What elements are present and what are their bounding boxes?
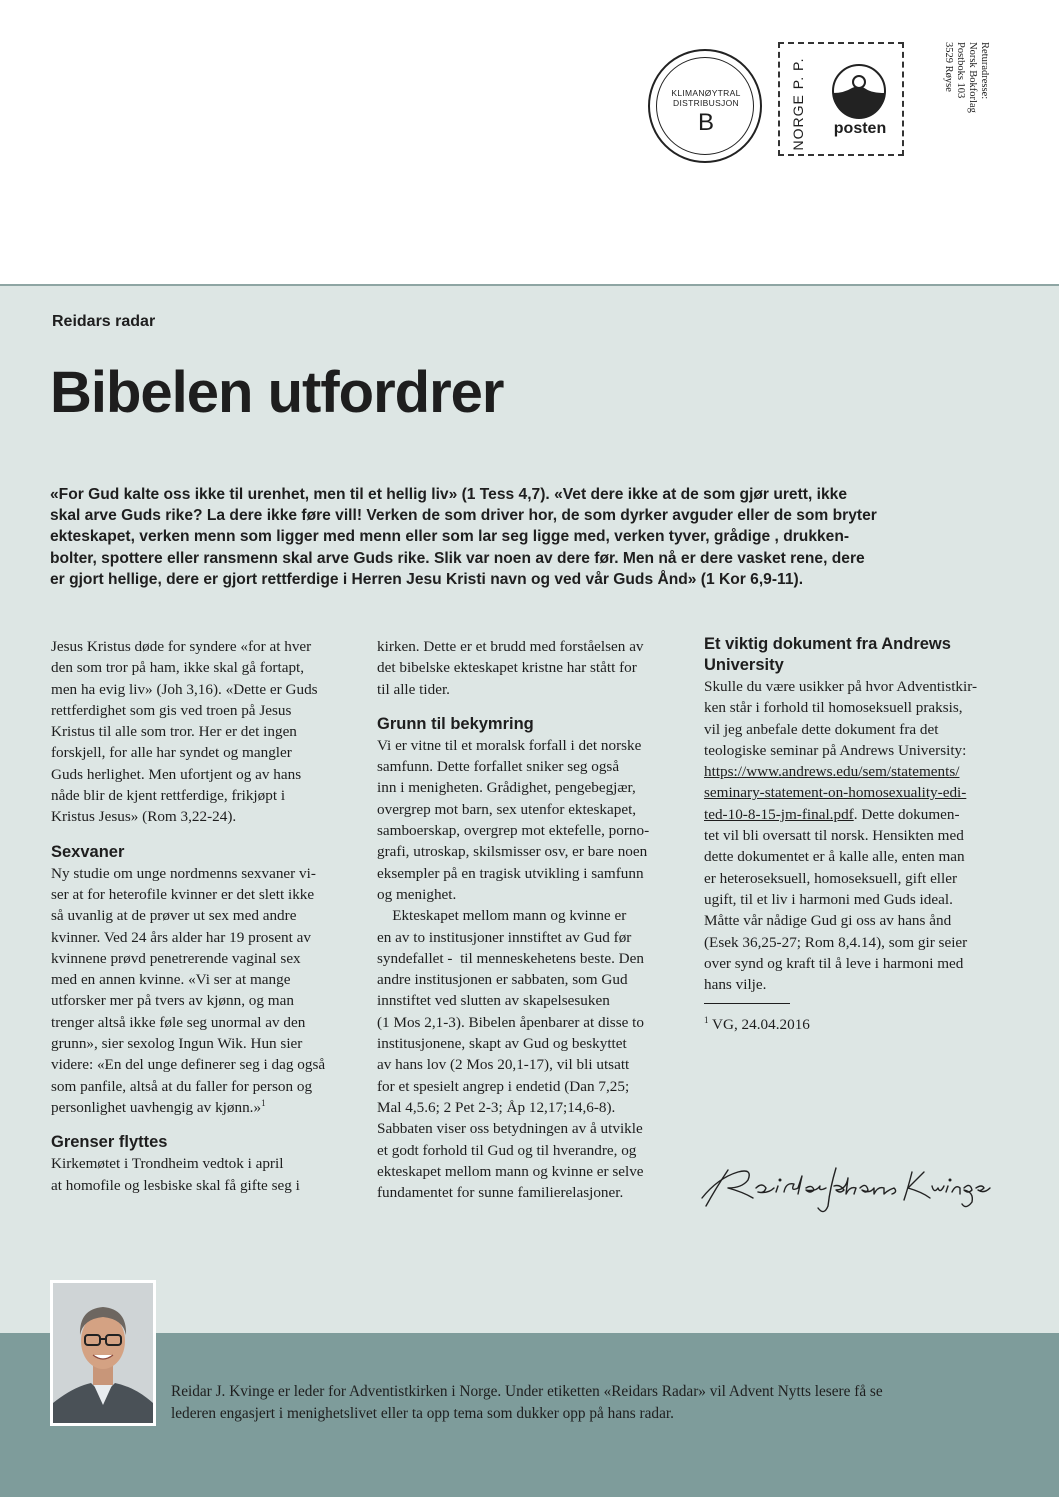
section-heading-andrews-line2: University bbox=[704, 656, 784, 674]
section-heading-sexvaner: Sexvaner bbox=[51, 842, 125, 861]
body-line: Guds herlighet. Men ufortjent og av hans bbox=[51, 765, 302, 783]
body-line: Kirkemøtet i Trondheim vedtok i april bbox=[51, 1155, 284, 1173]
body-line: rettferdighet som gis ved troen på Jesus bbox=[51, 701, 292, 719]
body-line: inn i menigheten. Grådighet, pengebegjær, bbox=[377, 779, 636, 797]
body-line: over synd og kraft til å leve i harmoni med bbox=[704, 954, 964, 972]
body-line: til alle tider. bbox=[377, 680, 450, 698]
handwritten-signature bbox=[698, 1158, 998, 1218]
posten-logo-icon bbox=[830, 62, 888, 120]
body-line: (1 Mos 2,1-3). Bibelen åpenbarer at disse to bbox=[377, 1013, 644, 1031]
return-address-line: Returadresse: bbox=[979, 42, 990, 100]
body-line: Ekteskapet mellom mann og kvinne er bbox=[377, 907, 627, 925]
body-line: den som tror på ham, ikke skal gå fortapt, bbox=[51, 659, 305, 677]
return-address-line: Norsk Bokforlag bbox=[967, 42, 978, 113]
stamp-line-1: KLIMANØYTRAL bbox=[671, 88, 741, 98]
body-line: ken står i forhold til homoseksuell praksis, bbox=[704, 699, 963, 717]
body-line: vil jeg anbefale dette dokument fra det bbox=[704, 720, 939, 738]
bio-line: lederen engasjert i menighetslivet eller ta opp tema som dukker opp på hans radar. bbox=[171, 1405, 674, 1422]
body-line: ekteskapet mellom mann og kvinne er selve bbox=[377, 1162, 644, 1180]
body-line: innstiftet ved slutten av skapelsesuken bbox=[377, 992, 610, 1010]
return-address bbox=[930, 42, 1000, 132]
posten-wordmark: posten bbox=[833, 120, 887, 137]
article-column-1 bbox=[51, 636, 351, 1196]
article-column-2 bbox=[377, 636, 687, 1203]
body-line: kvinnene prøvd penetrerende vaginal sex bbox=[51, 949, 301, 967]
body-line: videre: «En del unge definerer seg i dag også bbox=[51, 1056, 326, 1074]
body-line: Sabbaten viser oss betydningen av å utvikle bbox=[377, 1120, 643, 1138]
body-line: grafi, utroskap, skilsmisser osv, er bare noen bbox=[377, 843, 648, 861]
footnote-text: VG, 24.04.2016 bbox=[712, 1016, 810, 1034]
andrews-document-link[interactable]: https://www.andrews.edu/sem/statements/ bbox=[704, 763, 960, 781]
body-line: samfunn. Dette forfallet sniker seg også bbox=[377, 758, 620, 776]
andrews-document-link[interactable]: seminary-statement-on-homosexuality-edi- bbox=[704, 784, 967, 802]
body-line: men ha evig liv» (Joh 3,16). «Dette er Guds bbox=[51, 680, 318, 698]
postage-country bbox=[778, 57, 818, 151]
climate-neutral-stamp bbox=[648, 49, 762, 163]
body-line: Kristus til alle som tror. Her er det ingen bbox=[51, 723, 297, 741]
body-line: utforsker mer på tvers av kjønn, og man bbox=[51, 992, 294, 1010]
body-line: syndefallet - til menneskehetens beste. Den bbox=[377, 949, 644, 967]
body-line: . Dette dokumen- bbox=[853, 805, 960, 823]
body-line: nåde blir de kjent rettferdige, frikjøpt i bbox=[51, 787, 286, 805]
footnote-number: 1 bbox=[704, 1015, 709, 1026]
body-line: samboerskap, overgrep mot ektefelle, porno- bbox=[377, 822, 650, 840]
body-line: Ny studie om unge nordmenns sexvaner vi- bbox=[51, 864, 316, 882]
body-line: Vi er vitne til et moralsk forfall i det norske bbox=[377, 736, 642, 754]
body-line: fundamentet for sunne familierelasjoner. bbox=[377, 1184, 624, 1202]
body-line: Skulle du være usikker på hvor Adventistkir- bbox=[704, 678, 978, 695]
body-line: teologiske seminar på Andrews University: bbox=[704, 741, 967, 759]
body-line: en av to institusjoner innstiftet av Gud før bbox=[377, 928, 632, 946]
bio-line: Reidar J. Kvinge er leder for Adventistkirken i Norge. Under etiketten «Reidars Radar» vil Advent Nytts lesere få se bbox=[171, 1383, 883, 1400]
body-line: at homofile og lesbiske skal få gifte seg i bbox=[51, 1176, 300, 1194]
body-line: andre institusjonen er sabbaten, som Gud bbox=[377, 971, 628, 989]
body-line: (Esek 36,25-27; Rom 8,4.14), som gir seier bbox=[704, 933, 968, 951]
lead-paragraph bbox=[50, 484, 1015, 590]
body-line: et godt forhold til Gud og til hverandre, og bbox=[377, 1141, 637, 1159]
return-address-line: 3529 Røyse bbox=[943, 42, 954, 92]
lead-line: «For Gud kalte oss ikke til urenhet, men til et hellig liv» (1 Tess 4,7). «Vet dere ikke at de som gjør urett, ikke bbox=[50, 486, 848, 503]
body-line: ser at for heterofile kvinner er det slett ikke bbox=[51, 885, 315, 903]
body-line: med en annen kvinne. «Vi ser at mange bbox=[51, 971, 291, 989]
body-line: av hans lov (2 Mos 20,1-17), vil bli utsatt bbox=[377, 1056, 630, 1074]
section-heading-grenser: Grenser flyttes bbox=[51, 1133, 168, 1152]
article-title: Bibelen utfordrer bbox=[50, 360, 504, 425]
andrews-document-link[interactable]: ted-10-8-15-jm-final.pdf bbox=[704, 805, 854, 823]
postage-country-text: NORGE P. P. bbox=[790, 57, 806, 151]
footnote-marker: 1 bbox=[261, 1097, 266, 1108]
body-line: så uvanlig at de prøver ut sex med andre bbox=[51, 907, 297, 925]
section-heading-grunn: Grunn til bekymring bbox=[377, 714, 534, 733]
body-line: Jesus Kristus døde for syndere «for at hver bbox=[51, 638, 312, 655]
body-line: ugift, til et liv i harmoni med Guds ideal. bbox=[704, 890, 953, 908]
body-line: institusjonene, skapt av Gud og beskyttet bbox=[377, 1035, 627, 1053]
body-line: personlighet uavhengig av kjønn.» bbox=[51, 1098, 262, 1116]
stamp-line-2: DISTRIBUSJON bbox=[673, 98, 739, 108]
author-portrait-icon bbox=[53, 1283, 153, 1423]
lead-line: bolter, spottere eller ransmenn skal arve Guds rike. Slik var noen av dere før. Men nå er dere vasket rene, dere bbox=[50, 549, 865, 567]
body-line: Kristus Jesus» (Rom 3,22-24). bbox=[51, 808, 237, 826]
body-line: Måtte vår nådige Gud gi oss av hans ånd bbox=[704, 912, 952, 930]
body-line: grunn», sier sexolog Ingun Wik. Hun sier bbox=[51, 1035, 303, 1053]
body-line: er heteroseksuell, homoseksuell, gift eller bbox=[704, 869, 958, 887]
body-line: tet vil bli oversatt til norsk. Hensikten med bbox=[704, 827, 964, 845]
body-line: Mal 4,5.6; 2 Pet 2-3; Åp 12,17;14,6-8). bbox=[377, 1098, 616, 1116]
body-line: for et spesielt angrep i endetid (Dan 7,25; bbox=[377, 1077, 630, 1095]
body-line: forskjell, for alle har syndet og mangler bbox=[51, 744, 292, 762]
column-kicker: Reidars radar bbox=[52, 313, 156, 330]
return-address-line: Postboks 103 bbox=[955, 42, 966, 99]
body-line: det bibelske ekteskapet kristne har stått for bbox=[377, 659, 637, 677]
body-line: kvinner. Ved 24 års alder har 19 prosent av bbox=[51, 928, 311, 946]
article-column-3 bbox=[704, 634, 1014, 1036]
body-line: trenger altså ikke føle seg unormal av den bbox=[51, 1013, 306, 1031]
stamp-inner-ring bbox=[656, 57, 754, 155]
body-line: kirken. Dette er et brudd med forståelsen av bbox=[377, 638, 644, 655]
body-line: eksempler på en tragisk utvikling i samfunn bbox=[377, 864, 644, 882]
author-bio bbox=[171, 1381, 1001, 1425]
footnote-divider bbox=[704, 1003, 790, 1004]
lead-line: ekteskapet, verken menn som ligger med menn eller som lar seg ligge med, verken tyver, grådige , drukken- bbox=[50, 528, 850, 546]
body-line: overgrep mot barn, sex utenfor ekteskapet, bbox=[377, 800, 637, 818]
lead-line: er gjort hellige, dere er gjort rettferdige i Herren Jesu Kristi navn og ved vår Guds Ånd» (1 Kor 6,9-11). bbox=[50, 570, 804, 588]
body-line: hans vilje. bbox=[704, 976, 767, 994]
body-line: som panfile, altså at du faller for person og bbox=[51, 1077, 313, 1095]
author-photo bbox=[50, 1280, 156, 1426]
body-line: og menighet. bbox=[377, 885, 457, 903]
body-line: dette dokumentet er å kalle alle, enten man bbox=[704, 848, 965, 866]
stamp-letter: B bbox=[697, 109, 714, 136]
lead-line: skal arve Guds rike? La dere ikke føre vill! Verken de som driver hor, de som dyrker avguder eller de som bryter bbox=[50, 507, 877, 525]
postage-paid-stamp bbox=[778, 42, 904, 156]
section-heading-andrews: Et viktig dokument fra Andrews bbox=[704, 635, 951, 653]
